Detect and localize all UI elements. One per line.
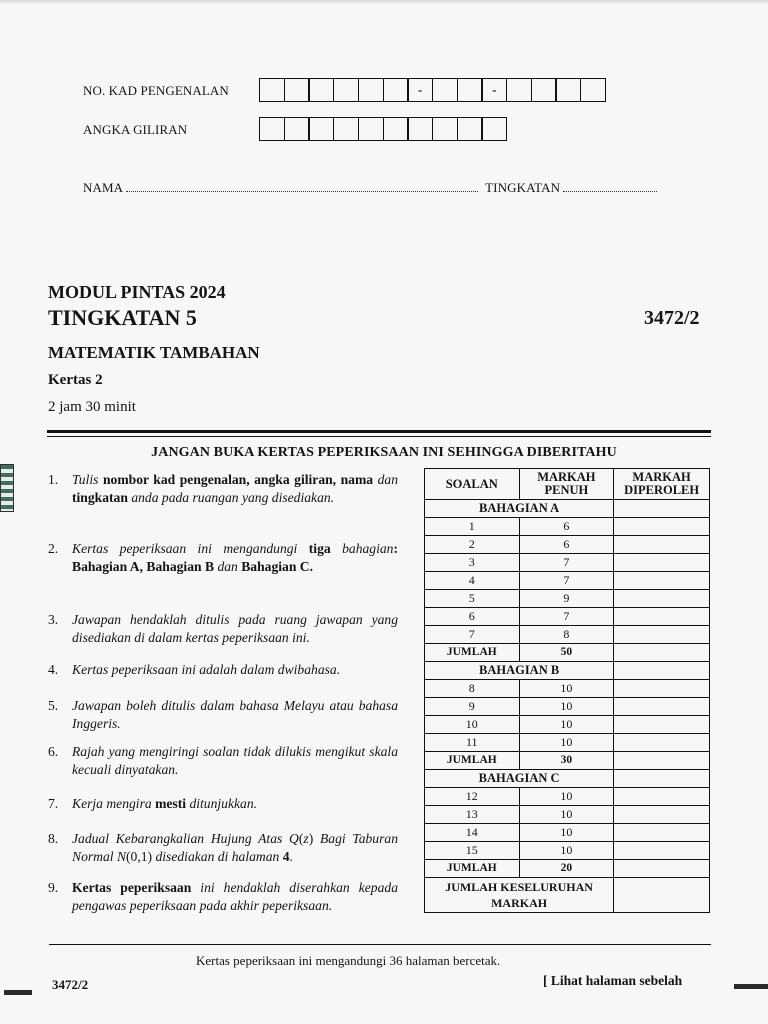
instruction-text — [72, 743, 398, 779]
digit-box[interactable] — [284, 78, 310, 102]
subject-title: MATEMATIK TAMBAHAN — [48, 343, 260, 362]
full-marks: 7 — [519, 608, 614, 626]
full-marks: 6 — [519, 518, 614, 536]
digit-box[interactable] — [358, 78, 384, 102]
table-row — [425, 590, 710, 608]
table-row — [425, 680, 710, 698]
digit-box[interactable] — [308, 78, 334, 102]
digit-box[interactable] — [358, 117, 384, 141]
question-number: 14 — [425, 824, 520, 842]
instruction-fragment: Jawapan boleh ditulis dalam bahasa Melayu atau bahasa Inggeris. — [72, 698, 398, 731]
digit-box[interactable] — [580, 78, 606, 102]
table-row — [425, 788, 710, 806]
full-marks: 6 — [519, 536, 614, 554]
instruction-fragment: Kerja mengira — [72, 796, 156, 811]
digit-box[interactable] — [432, 117, 458, 141]
marks-obtained-cell[interactable] — [614, 590, 710, 608]
jumlah-label: JUMLAH — [425, 752, 520, 770]
jumlah-label: JUMLAH — [425, 860, 520, 878]
col-markah-penuh-header: MARKAH PENUH — [519, 469, 614, 500]
digit-box[interactable] — [383, 117, 409, 141]
marks-obtained-cell[interactable] — [614, 788, 710, 806]
instruction-fragment: disediakan di halaman — [155, 849, 283, 864]
digit-box[interactable]: - — [407, 78, 433, 102]
question-number: 3 — [425, 554, 520, 572]
instruction-fragment: Jawapan hendaklah ditulis pada ruang jawapan yang disediakan di dalam kertas peperiksaan ini. — [72, 612, 398, 645]
instruction-fragment: Kertas peperiksaan ini mengandungi — [72, 541, 309, 556]
instruction-text — [72, 697, 398, 733]
full-marks: 10 — [519, 824, 614, 842]
digit-box[interactable] — [457, 117, 483, 141]
top-edge — [0, 0, 768, 4]
full-marks: 10 — [519, 788, 614, 806]
angka-giliran-label: ANGKA GILIRAN — [83, 122, 188, 137]
question-number: 6 — [425, 608, 520, 626]
instruction-text — [72, 879, 398, 915]
instruction-item — [48, 471, 398, 507]
question-number: 2 — [425, 536, 520, 554]
grand-total-row — [425, 878, 710, 913]
section-blank — [614, 662, 710, 680]
instruction-fragment: ( — [298, 831, 304, 846]
question-number: 13 — [425, 806, 520, 824]
total-row — [425, 860, 710, 878]
marks-table — [424, 468, 710, 913]
instruction-fragment: (0,1) — [126, 849, 156, 864]
table-row — [425, 824, 710, 842]
question-number: 11 — [425, 734, 520, 752]
instruction-number: 2. — [48, 541, 59, 556]
page-count-note: Kertas peperiksaan ini mengandungi 36 halaman bercetak. — [196, 953, 501, 968]
instruction-item — [48, 611, 398, 647]
table-row — [425, 626, 710, 644]
instruction-fragment: ini hendaklah diserahkan kepada pengawas peperiksaan pada akhir peperiksaan. — [72, 880, 398, 913]
question-number: 5 — [425, 590, 520, 608]
instruction-number: 7. — [48, 796, 59, 811]
table-row — [425, 806, 710, 824]
header-rule-thick — [47, 430, 711, 433]
question-number: 1 — [425, 518, 520, 536]
col-markah-diperoleh-header: MARKAH DIPEROLEH — [614, 469, 710, 500]
total-obtained-cell[interactable] — [614, 752, 710, 770]
instruction-item — [48, 661, 398, 679]
total-obtained-cell[interactable] — [614, 644, 710, 662]
ic-label: NO. KAD PENGENALAN — [83, 83, 229, 98]
instruction-number: 3. — [48, 612, 59, 627]
instruction-fragment: . — [289, 849, 293, 864]
marks-obtained-cell[interactable] — [614, 554, 710, 572]
question-number: 9 — [425, 698, 520, 716]
instruction-text — [72, 795, 398, 813]
instruction-number: 6. — [48, 744, 59, 759]
marks-obtained-cell[interactable] — [614, 572, 710, 590]
jumlah-label: JUMLAH — [425, 644, 520, 662]
table-row — [425, 716, 710, 734]
instruction-text — [72, 830, 398, 866]
digit-box[interactable] — [407, 117, 433, 141]
tingkatan-label: TINGKATAN — [485, 180, 561, 195]
instruction-number: 4. — [48, 662, 59, 677]
marks-obtained-cell[interactable] — [614, 518, 710, 536]
instruction-text — [72, 611, 398, 647]
digit-box[interactable] — [506, 78, 532, 102]
marks-obtained-cell[interactable] — [614, 536, 710, 554]
instruction-fragment: Kertas peperiksaan ini adalah dalam dwibahasa. — [72, 662, 341, 677]
instruction-fragment: ) — [308, 831, 320, 846]
table-row — [425, 536, 710, 554]
side-tab-mark — [0, 464, 14, 512]
marks-obtained-cell[interactable] — [614, 734, 710, 752]
digit-box[interactable] — [531, 78, 557, 102]
digit-box[interactable] — [457, 78, 483, 102]
instruction-fragment: mesti — [155, 796, 190, 811]
angka-giliran-boxes[interactable] — [259, 117, 506, 141]
marks-obtained-cell[interactable] — [614, 680, 710, 698]
instruction-number: 9. — [48, 880, 59, 895]
instruction-item — [48, 540, 398, 576]
section-total: 30 — [519, 752, 614, 770]
instruction-fragment: ditunjukkan. — [189, 796, 258, 811]
instruction-fragment: bahagian — [342, 541, 394, 556]
full-marks: 10 — [519, 716, 614, 734]
grand-total-label: JUMLAH KESELURUHAN MARKAH — [425, 878, 614, 913]
section-blank — [614, 770, 710, 788]
duration-label: 2 jam 30 minit — [48, 399, 136, 415]
instruction-item — [48, 879, 398, 915]
instruction-fragment: Bahagian C. — [241, 559, 313, 574]
instruction-number: 8. — [48, 831, 59, 846]
nama-label: NAMA — [83, 180, 123, 195]
full-marks: 9 — [519, 590, 614, 608]
marks-obtained-cell[interactable] — [614, 626, 710, 644]
marks-obtained-cell[interactable] — [614, 608, 710, 626]
instruction-fragment: Kertas peperiksaan — [72, 880, 201, 895]
table-row — [425, 572, 710, 590]
instruction-fragment: z — [303, 831, 309, 846]
instruction-text — [72, 661, 398, 679]
section-row — [425, 770, 710, 788]
instruction-fragment: tingkatan — [72, 490, 132, 505]
question-number: 7 — [425, 626, 520, 644]
instruction-fragment: dan — [217, 559, 242, 574]
table-row — [425, 734, 710, 752]
section-total: 50 — [519, 644, 614, 662]
full-marks: 10 — [519, 842, 614, 860]
section-title: BAHAGIAN C — [425, 770, 614, 788]
full-marks: 10 — [519, 680, 614, 698]
digit-box[interactable] — [259, 78, 285, 102]
modul-title: MODUL PINTAS 2024 — [48, 282, 226, 302]
nama-field[interactable] — [126, 181, 478, 192]
instruction-item — [48, 743, 398, 779]
digit-box[interactable] — [383, 78, 409, 102]
digit-box[interactable] — [308, 117, 334, 141]
tingkatan-title: TINGKATAN 5 — [48, 305, 197, 330]
section-title: BAHAGIAN B — [425, 662, 614, 680]
instruction-text — [72, 540, 398, 576]
full-marks: 10 — [519, 806, 614, 824]
section-row — [425, 500, 710, 518]
warning-banner: JANGAN BUKA KERTAS PEPERIKSAAN INI SEHINGGA DIBERITAHU — [151, 445, 617, 460]
digit-box[interactable] — [432, 78, 458, 102]
tingkatan-field[interactable] — [563, 181, 657, 192]
total-row — [425, 752, 710, 770]
marks-obtained-cell[interactable] — [614, 716, 710, 734]
question-number: 8 — [425, 680, 520, 698]
instruction-fragment: dan — [377, 472, 398, 487]
table-row — [425, 698, 710, 716]
footer-rule — [49, 944, 711, 945]
instruction-fragment: 4 — [282, 849, 290, 864]
instruction-item — [48, 830, 398, 866]
instruction-item — [48, 697, 398, 733]
section-row — [425, 662, 710, 680]
digit-box[interactable]: - — [481, 78, 507, 102]
full-marks: 7 — [519, 554, 614, 572]
question-number: 10 — [425, 716, 520, 734]
marks-obtained-cell[interactable] — [614, 806, 710, 824]
question-number: 4 — [425, 572, 520, 590]
table-row — [425, 608, 710, 626]
instruction-fragment: Rajah yang mengiringi soalan tidak dilukis mengikut skala kecuali dinyatakan. — [72, 744, 398, 777]
grand-total-obtained-cell[interactable] — [614, 878, 710, 913]
instruction-fragment: Jadual Kebarangkalian Hujung Atas Q — [72, 831, 299, 846]
full-marks: 10 — [519, 698, 614, 716]
full-marks: 7 — [519, 572, 614, 590]
digit-box[interactable] — [481, 117, 507, 141]
section-blank — [614, 500, 710, 518]
instruction-fragment: nombor kad pengenalan, angka giliran, nama — [102, 472, 378, 487]
marks-obtained-cell[interactable] — [614, 698, 710, 716]
instruction-number: 5. — [48, 698, 59, 713]
footer-code: 3472/2 — [52, 977, 89, 992]
instruction-fragment: anda pada ruangan yang disediakan. — [131, 490, 335, 505]
table-header-row — [425, 469, 710, 500]
table-row — [425, 842, 710, 860]
question-number: 12 — [425, 788, 520, 806]
full-marks: 8 — [519, 626, 614, 644]
digit-box[interactable] — [259, 117, 285, 141]
table-row — [425, 518, 710, 536]
header-rule-thin — [47, 436, 711, 437]
instruction-item — [48, 795, 398, 813]
instruction-text — [72, 471, 398, 507]
instruction-fragment: : Bahagian A, Bahagian B — [72, 541, 398, 574]
paper-code: 3472/2 — [644, 307, 700, 329]
section-title: BAHAGIAN A — [425, 500, 614, 518]
ic-number-boxes[interactable] — [259, 78, 605, 102]
total-row — [425, 644, 710, 662]
instruction-fragment: tiga — [308, 541, 343, 556]
table-row — [425, 554, 710, 572]
instruction-fragment: Tulis — [72, 472, 103, 487]
instruction-fragment: Bagi Taburan Normal N — [72, 831, 398, 864]
kertas-label: Kertas 2 — [48, 372, 103, 388]
section-total: 20 — [519, 860, 614, 878]
marks-obtained-cell[interactable] — [614, 842, 710, 860]
digit-box[interactable] — [284, 117, 310, 141]
full-marks: 10 — [519, 734, 614, 752]
corner-mark-right — [734, 984, 768, 989]
nama-row — [83, 180, 657, 196]
digit-box[interactable] — [555, 78, 581, 102]
total-obtained-cell[interactable] — [614, 860, 710, 878]
corner-mark-left — [4, 990, 32, 995]
digit-box[interactable] — [333, 117, 359, 141]
question-number: 15 — [425, 842, 520, 860]
marks-obtained-cell[interactable] — [614, 824, 710, 842]
instruction-number: 1. — [48, 472, 59, 487]
next-page-note: [ Lihat halaman sebelah — [543, 973, 683, 988]
col-soalan-header: SOALAN — [425, 469, 520, 500]
digit-box[interactable] — [333, 78, 359, 102]
